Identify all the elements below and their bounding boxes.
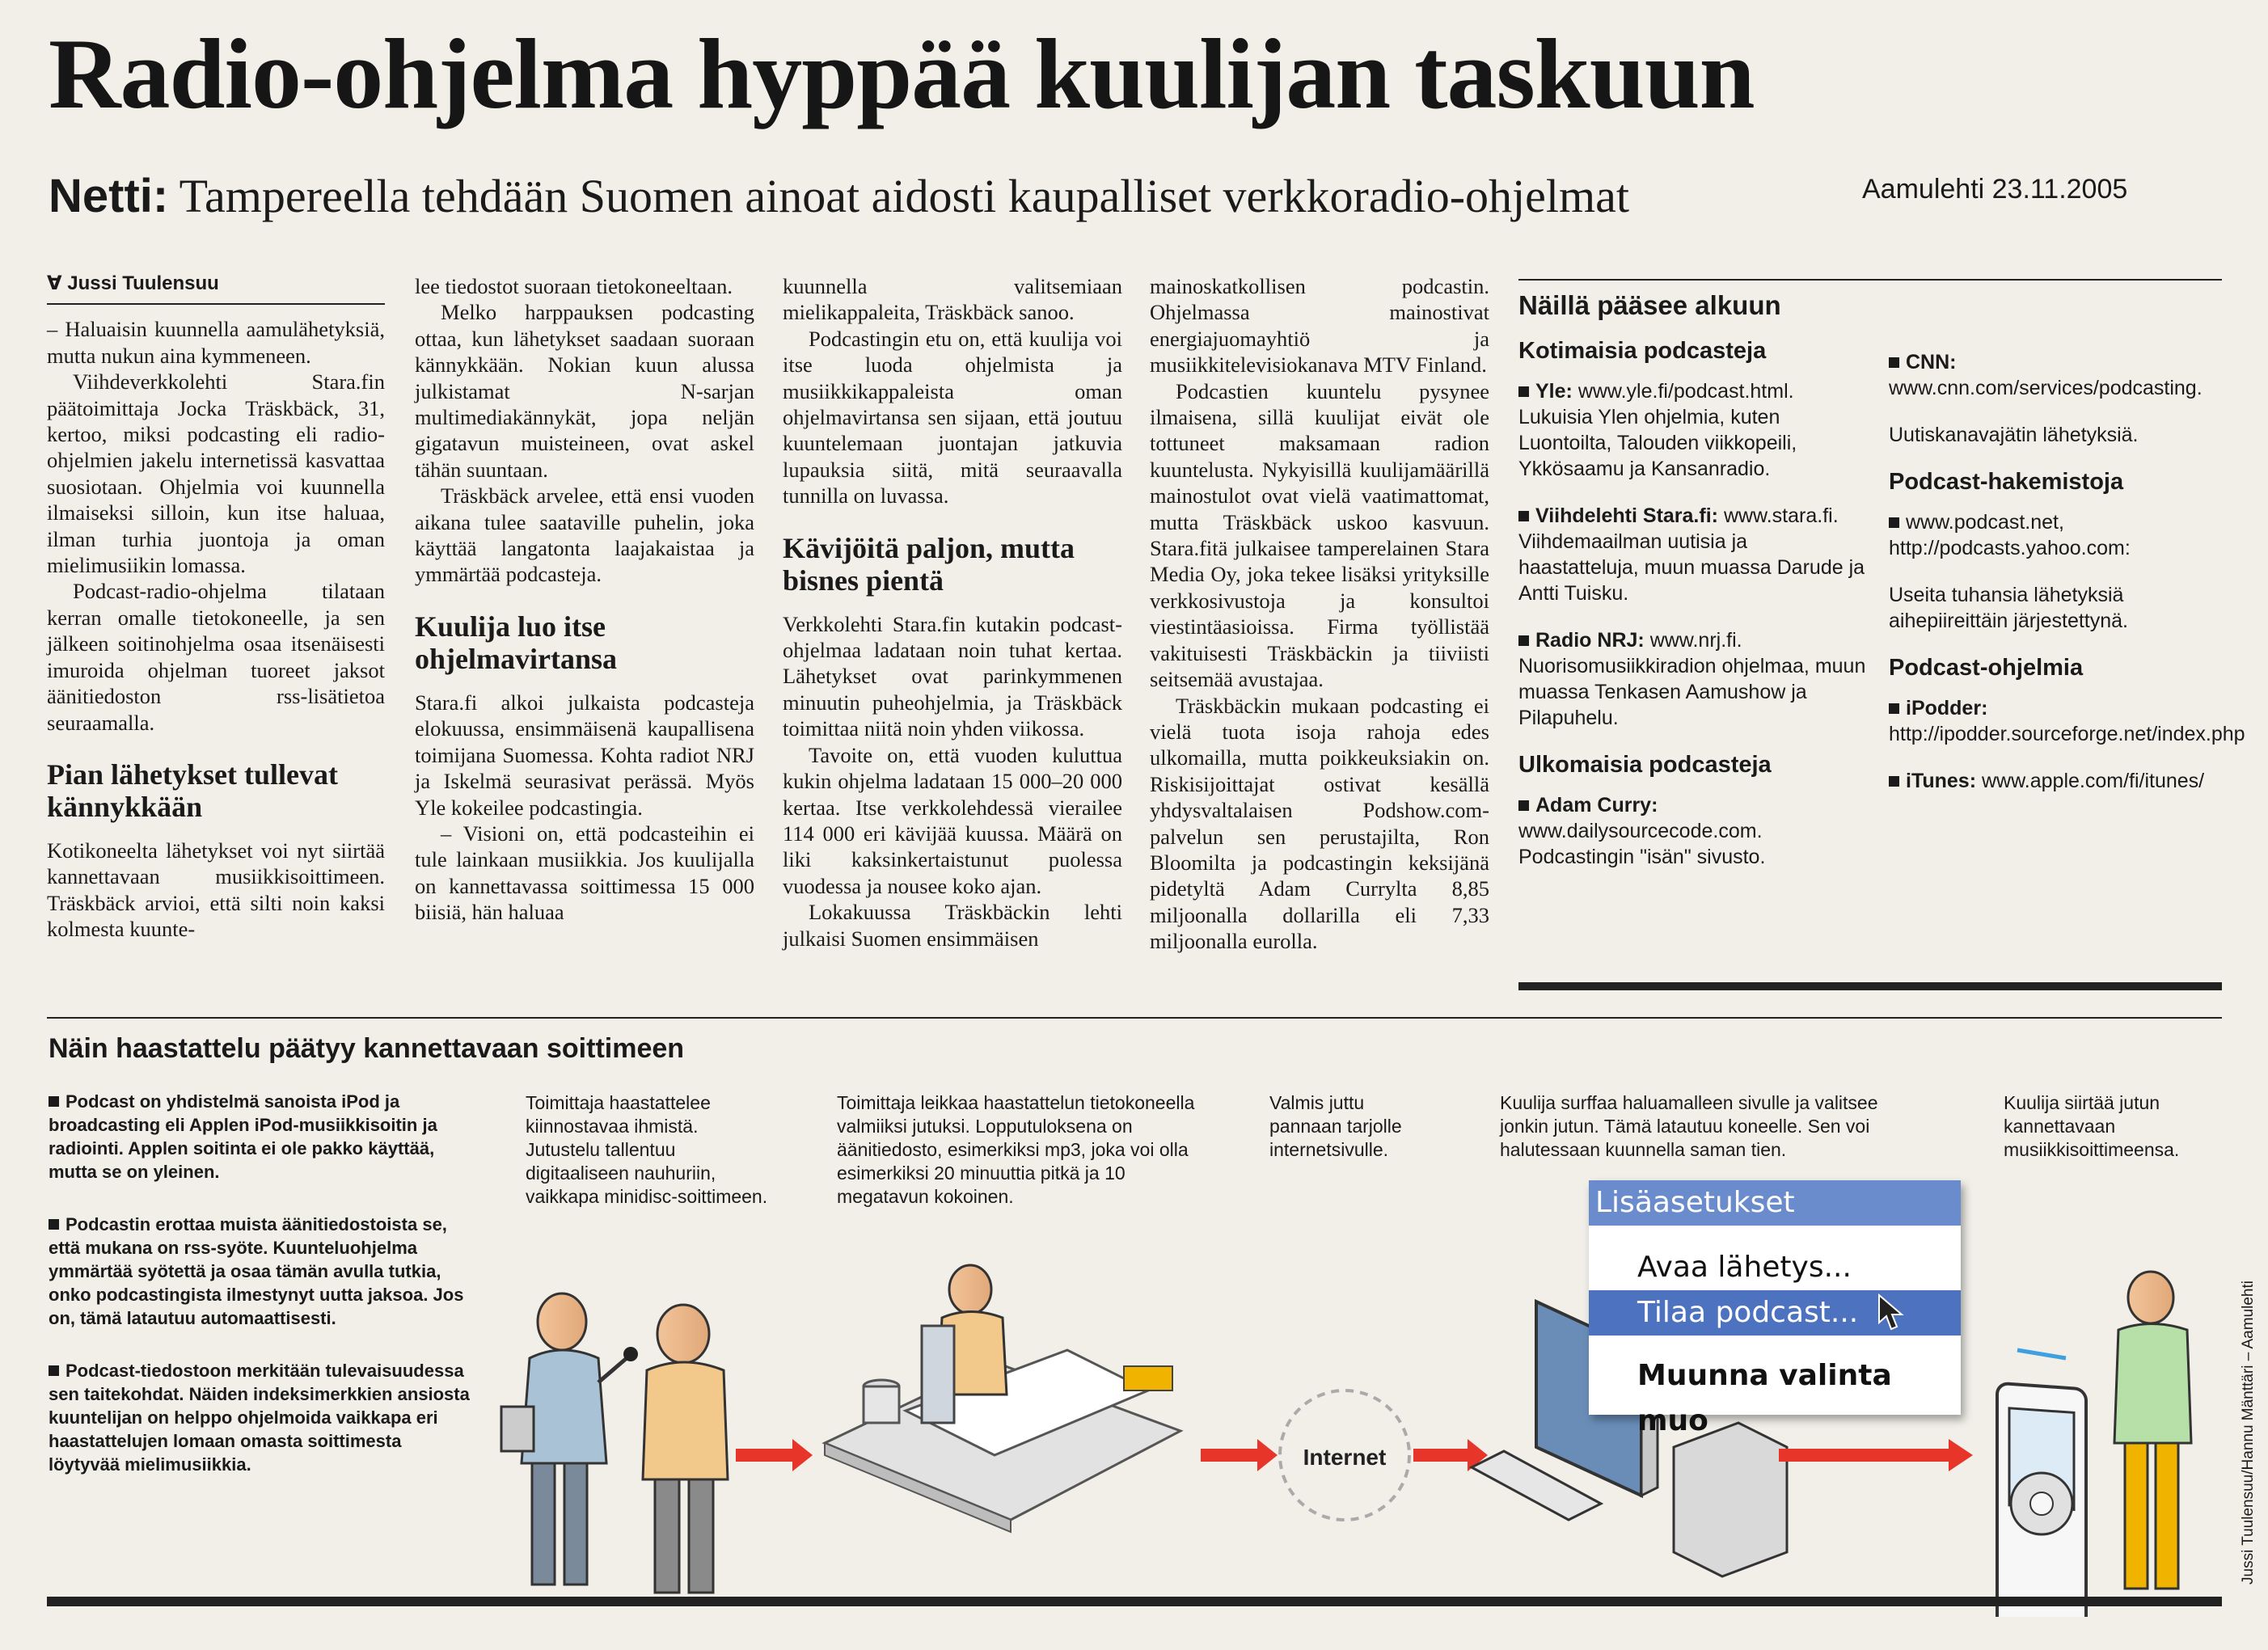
interviewee-icon <box>643 1305 728 1593</box>
paragraph: Viihdeverkkolehti Stara.fin päätoimittaja Jocka Träskbäck, 31, kertoo, miksi podcasting eli radio-ohjelmien jakelu internetissä kasvattaa suosiotaan. Ohjelmia voi kuunnella ilmaiseksi silloin, kun itse haluaa, ilman turhia juontoja ja oman mielimusiikin lomassa. <box>47 369 385 578</box>
paragraph: Podcastingin etu on, että kuulija voi itse luoda ohjelmista ja musiikkikappaleista oman ohjelmavirtansa sen sijaan, että joutuu kuuntelemaan juontajan jatkuvia lupauksia siitä, mitä seuraavalla tunnilla on luvassa. <box>783 326 1122 509</box>
article-column-2 <box>415 273 754 926</box>
byline: Ɐ Jussi Tuulensuu <box>47 271 385 305</box>
menu-item-subscribe[interactable]: Tilaa podcast... <box>1589 1290 1961 1336</box>
sidebar-bottom-rule <box>1518 982 2222 990</box>
paragraph: Lokakuussa Träskbäckin lehti julkaisi Suomen ensimmäisen <box>783 900 1122 951</box>
step-2-text: Toimittaja leikkaa haastattelun tietokoneella valmiiksi jutuksi. Lopputuloksena on äänitiedosto, esimerkiksi mp3, joka voi olla esimerkiksi 20 minuuttia pitkä ja 10 megatavun kokoinen. <box>837 1092 1195 1207</box>
sidebar-entry: iPodder: http://ipodder.sourceforge.net/index.php <box>1889 697 2245 745</box>
sidebar-top-rule <box>1518 279 2222 281</box>
sidebar-entry-text: Useita tuhansia lähetyksiä aihepiireittäin järjestettynä. <box>1889 584 2128 632</box>
article-column-4 <box>1150 273 1489 955</box>
paragraph: lee tiedostot suoraan tietokoneeltaan. <box>415 274 733 298</box>
bullet: Podcast-tiedostoon merkitään tulevaisuudessa sen taitekohdat. Näiden indeksimerkkien ansiosta kuuntelijan on helppo ohjelmoida vaikkapa eri haastattelujen lomaan omasta soittimesta löytyvää mielimusiikkia. <box>49 1361 470 1475</box>
menu-item-open[interactable]: Avaa lähetys... <box>1637 1251 1852 1284</box>
illustration-credit: Jussi Tuulensuu/Hannu Mänttäri – Aamulehti <box>2240 1281 2257 1585</box>
paragraph: Verkkolehti Stara.fin kutakin podcast-ohjelmaa ladataan noin tuhat kertaa. Lähetykset ovat parinkymmenen minuutin puheohjelmia, ja Träskbäck toimittaa niitä noin yhden viikossa. <box>783 611 1122 741</box>
paragraph: Kotikoneelta lähetykset voi nyt siirtää kannettavaan musiikkisoittimeen. Träskbäck arvioi, että silti noin kaksi kolmesta kuunte- <box>47 838 385 942</box>
sidebar-entry: www.podcast.net, http://podcasts.yahoo.com: <box>1889 511 2131 559</box>
sidebar-entry: CNN: www.cnn.com/services/podcasting. <box>1889 351 2203 399</box>
menu-item-convert[interactable]: Muunna valinta muo <box>1637 1359 1892 1437</box>
paragraph: – Visioni on, että podcasteihin ei tule lainkaan musiikkia. Jos kuulijalla on kannettavassa soittimessa 15 000 biisiä, hän haluaa <box>415 821 754 925</box>
subheadline-text: Tampereella tehdään Suomen ainoat aidosti kaupalliset verkkoradio-ohjelmat <box>179 170 1629 222</box>
sidebar-title: Näillä pääsee alkuun <box>1518 290 1781 320</box>
sidebar-entry: Radio NRJ: www.nrj.fi. Nuorisomusiikkiradion ohjelmaa, muun muassa Tenkasen Aamushow ja Pilapuhelu. <box>1518 629 1866 729</box>
step-5-text: Kuulija siirtää jutun kannettavaan musiikkisoittimeensa. <box>2004 1092 2180 1160</box>
paragraph: Träskbäckin mukaan podcasting ei vielä tuota isoja rahoja edes ulkomailla, mutta poikkeuksiakin on. Riskisijoittajat ostivat kesällä yhdysvaltalaisen Podshow.com-palvelun sen perustajilta, Ron Bloomilta ja podcastingin keksijänä pidetyltä Adam Currylta 8,85 miljoonalla dollarilla eli 7,33 miljoonalla eurolla. <box>1150 693 1489 954</box>
bullet: Podcast on yhdistelmä sanoista iPod ja broadcasting eli Applen iPod-musiikkisoitin ja radiointi. Applen soitinta ei ole pakko käyttää, mutta se on yleinen. <box>49 1091 437 1182</box>
paragraph: Podcastien kuuntelu pysynee ilmaisena, sillä kuulijat eivät ole tottuneet maksamaan radion kuuntelusta. Nykyisillä kuulijamäärillä mainostulot ovat vielä vaatimattomat, mutta Träskbäck uskoo kasvuun. Stara.fitä julkaisee tamperelainen Stara Media Oy, joka tekee lisäksi yrityksille verkkosivustoja ja konsultoi viestintäasioissa. Firma työllistää vakituisesti Träskbäckin ja tiiviisti seitsemää avustajaa. <box>1150 378 1489 692</box>
sidebar-entry: Viihdelehti Stara.fi: www.stara.fi. Viihdemaailman uutisia ja haastatteluja, muun muassa Darude ja Antti Tuisku. <box>1518 504 1865 605</box>
article-column-3 <box>783 273 1122 952</box>
paragraph: Melko harppauksen podcasting ottaa, kun lähetykset saadaan suoraan kännykkään. Nokian kuun alussa julkistamat N-sarjan multimediakännykät, jopa neljän gigatavun muisteineen, ovat askel tähän suuntaan. <box>415 300 754 482</box>
arrow-icon <box>1201 1439 1278 1471</box>
infographic-illustration <box>485 1237 2248 1617</box>
byline-logo-icon: Ɐ <box>47 272 68 294</box>
arrow-icon <box>1779 1439 1973 1471</box>
sidebar-foreign-title: Ulkomaisia podcasteja <box>1518 752 1772 778</box>
sidebar-left <box>1518 290 1866 891</box>
subheading: Kuulija luo itse ohjelmavirtansa <box>415 610 617 675</box>
bullet: Podcastin erottaa muista äänitiedostoista se, että mukana on rss-syöte. Kuunteluohjelma ymmärtää syötettä ja osaa tämän avulla tutkia, onko podcastingista ilmestynyt uutta jaksoa. Jos on, tämä latautuu automaattisesti. <box>49 1214 464 1328</box>
infographic-top-rule <box>47 1017 2222 1019</box>
subheading: Kävijöitä paljon, mutta bisnes pientä <box>783 531 1075 597</box>
internet-label: Internet <box>1303 1445 1387 1470</box>
kicker: Netti: <box>49 170 169 222</box>
subheading: Pian lähetykset tullevat kännykkään <box>47 757 338 823</box>
step-3-text: Valmis juttu pannaan tarjolle internetsivulle. <box>1269 1092 1402 1160</box>
source-label: Aamulehti 23.11.2005 <box>1862 174 2128 205</box>
sidebar-domestic-title: Kotimaisia podcasteja <box>1518 338 1767 364</box>
paragraph: – Haluaisin kuunnella aamulähetyksiä, mutta nukun aina kymmeneen. <box>47 317 385 368</box>
ipod-icon <box>1997 1350 2086 1617</box>
sidebar-entry: iTunes: www.apple.com/fi/itunes/ <box>1889 768 2224 794</box>
listener-icon <box>2114 1272 2191 1589</box>
paragraph: mainoskatkollisen podcastin. Ohjelmassa mainostivat energiajuomayhtiö ja musiikkitelevisiokanava MTV Finland. <box>1150 274 1489 378</box>
subheadline <box>49 170 1629 222</box>
sidebar-right <box>1889 349 2245 815</box>
journalist-icon <box>501 1293 638 1585</box>
paragraph: Tavoite on, että vuoden kuluttua kukin ohjelma ladataan 15 000–20 000 kertaa. Itse verkkolehdessä vierailee 114 000 eri kävijää kuussa. Määrä on liki kaksinkertaistunut puolessa vuodessa ja nousee koko ajan. <box>783 742 1122 898</box>
menu-header: Lisäasetukset <box>1589 1180 1961 1226</box>
paragraph: Träskbäck arvelee, että ensi vuoden aikana tulee saataville puhelin, joka käyttää langatonta laajakaistaa ja ymmärtää podcasteja. <box>415 483 754 587</box>
infographic-title: Näin haastattelu päätyy kannettavaan soittimeen <box>49 1033 685 1064</box>
paragraph: Stara.fi alkoi julkaista podcasteja elokuussa, ensimmäisenä kaupallisena toimijana Suomessa. Kohta radiot NRJ ja Iskelmä seurasivat perässä. Myös Yle kokeilee podcastingia. <box>415 690 754 820</box>
infographic-bullets <box>49 1090 477 1505</box>
paragraph: kuunnella valitsemiaan mielikappaleita, Träskbäck sanoo. <box>783 274 1122 325</box>
sidebar-prog-title: Podcast-ohjelmia <box>1889 655 2084 681</box>
mouse-cursor-icon <box>1876 1293 1908 1334</box>
article-column-1 <box>47 271 385 943</box>
step-4-text: Kuulija surffaa haluamalleen sivulle ja valitsee jonkin jutun. Tämä latautuu koneelle. Sen voi halutessaan kuunnella saman tien. <box>1500 1092 1878 1160</box>
step-1-text: Toimittaja haastattelee kiinnostavaa ihmistä. Jutustelu tallentuu digitaaliseen nauhuriin, vaikkapa minidisc-soittimeen. <box>526 1092 768 1207</box>
bottom-rule <box>47 1597 2222 1606</box>
paragraph: Podcast-radio-ohjelma tilataan kerran omalle tietokoneelle, ja sen jälkeen soitinohjelma osaa itsenäisesti imuroida ohjelman tuoreet jaksot äänitiedoston rss-lisätietoa seuraamalla. <box>47 579 385 735</box>
sidebar-entry: Yle: www.yle.fi/podcast.html. Lukuisia Ylen ohjelmia, kuten Luontoilta, Talouden viikkopeili, Ykkösaamu ja Kansanradio. <box>1518 380 1797 480</box>
sidebar-entry: Adam Curry: www.dailysourcecode.com. Podcastingin "isän" sivusto. <box>1518 794 1766 868</box>
sidebar-entry-text: Uutiskanavajätin lähetyksiä. <box>1889 424 2139 446</box>
sidebar-dir-title: Podcast-hakemistoja <box>1889 469 2124 495</box>
desk-computer-icon <box>825 1237 1180 1532</box>
arrow-icon <box>736 1439 813 1471</box>
headline: Radio-ohjelma hyppää kuulijan taskuun <box>49 19 1755 129</box>
